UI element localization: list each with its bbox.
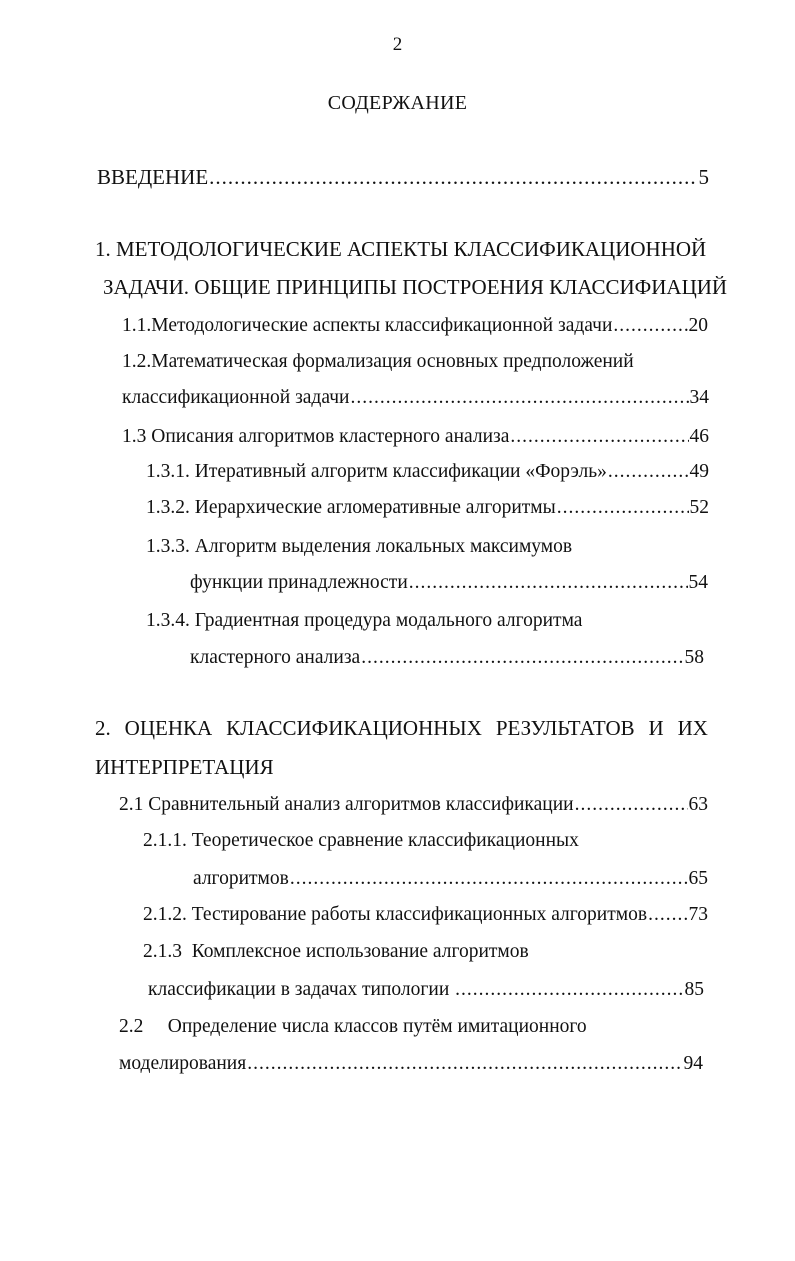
toc-entry-1-3-4-line-1: 1.3.4. Градиентная процедура модального алгоритма [146, 610, 583, 631]
toc-entry-label: классификационной задачи [122, 387, 350, 408]
chapter-2-heading-line-1 [95, 716, 708, 740]
toc-title: СОДЕРЖАНИЕ [327, 92, 468, 114]
dot-leader [608, 460, 689, 484]
page-number: 2 [392, 34, 403, 55]
toc-entry-1-3-3-line-1: 1.3.3. Алгоритм выделения локальных максимумов [146, 536, 573, 557]
toc-entry-introduction [97, 165, 709, 189]
toc-entry-1-2-line-1: 1.2.Математическая формализация основных предположений [122, 351, 634, 372]
dot-leader [613, 314, 687, 338]
toc-entry-label: классификации в задачах типологии [148, 979, 455, 1000]
dot-leader [361, 646, 683, 670]
toc-entry-page: 63 [688, 794, 708, 815]
toc-entry-page: 49 [689, 461, 709, 482]
toc-entry-1-3-2 [146, 496, 709, 520]
toc-entry-2-1-3 [148, 978, 704, 1002]
toc-entry-page: 5 [698, 165, 709, 189]
toc-entry-1-3 [122, 425, 709, 449]
toc-entry-2-2 [119, 1052, 703, 1076]
dot-leader [350, 386, 688, 410]
toc-entry-1-3-3 [190, 571, 708, 595]
toc-entry-1-1 [122, 314, 708, 338]
toc-entry-label: 1.3.1. Итеративный алгоритм классификации «Форэль» [146, 461, 607, 482]
toc-entry-2-1-1 [193, 867, 708, 891]
dot-leader [455, 978, 683, 1002]
toc-entry-2-1-1-line-1: 2.1.1. Теоретическое сравнение классификационных [143, 830, 579, 851]
dot-leader [409, 571, 688, 595]
toc-entry-label: алгоритмов [193, 868, 289, 889]
toc-entry-label: 1.3.2. Иерархические агломеративные алгоритмы [146, 497, 556, 518]
heading-word: ОЦЕНКА [124, 716, 213, 740]
heading-word: РЕЗУЛЬТАТОВ [495, 716, 635, 740]
toc-entry-page: 85 [684, 979, 704, 1000]
toc-entry-2-1-3-line-1: 2.1.3 Комплексное использование алгоритмов [143, 941, 529, 962]
dot-leader [557, 496, 689, 520]
toc-entry-label: 1.1.Методологические аспекты классификационной задачи [122, 315, 613, 336]
toc-entry-label: функции принадлежности [190, 572, 408, 593]
toc-entry-label: кластерного анализа [190, 647, 361, 668]
chapter-1-heading-line-1: 1. МЕТОДОЛОГИЧЕСКИЕ АСПЕКТЫ КЛАССИФИКАЦИОННОЙ [95, 237, 707, 261]
toc-entry-1-3-1 [146, 460, 709, 484]
toc-entry-label: ВВЕДЕНИЕ [97, 165, 209, 189]
heading-word: ИХ [677, 716, 708, 740]
toc-entry-page: 94 [683, 1053, 703, 1074]
toc-entry-2-1-2 [143, 903, 708, 927]
toc-entry-page: 52 [689, 497, 709, 518]
heading-word: КЛАССИФИКАЦИОННЫХ [226, 716, 482, 740]
chapter-2-heading-line-2: ИНТЕРПРЕТАЦИЯ [95, 755, 274, 779]
toc-entry-2-2-line-1: 2.2 Определение числа классов путём имитационного [119, 1016, 587, 1037]
toc-entry-2-1 [119, 793, 708, 817]
toc-entry-page: 54 [688, 572, 708, 593]
toc-entry-label: 2.1 Сравнительный анализ алгоритмов классификации [119, 794, 574, 815]
heading-word: И [648, 716, 664, 740]
dot-leader [510, 425, 688, 449]
dot-leader [290, 867, 688, 891]
toc-entry-page: 20 [688, 315, 708, 336]
toc-entry-1-3-4 [190, 646, 704, 670]
heading-word: 2. [95, 716, 111, 740]
toc-entry-page: 73 [688, 904, 708, 925]
toc-entry-page: 34 [689, 387, 709, 408]
toc-entry-page: 58 [684, 647, 704, 668]
dot-leader [209, 165, 697, 189]
chapter-1-heading-line-2: ЗАДАЧИ. ОБЩИЕ ПРИНЦИПЫ ПОСТРОЕНИЯ КЛАССИФИАЦИЙ [103, 275, 728, 299]
dot-leader [247, 1052, 682, 1076]
toc-entry-label: моделирования [119, 1053, 247, 1074]
dot-leader [648, 903, 687, 927]
dot-leader [575, 793, 688, 817]
toc-entry-page: 46 [689, 426, 709, 447]
toc-entry-page: 65 [688, 868, 708, 889]
toc-entry-label: 1.3 Описания алгоритмов кластерного анализа [122, 426, 510, 447]
toc-entry-1-2 [122, 386, 709, 410]
toc-entry-label: 2.1.2. Тестирование работы классификационных алгоритмов [143, 904, 648, 925]
